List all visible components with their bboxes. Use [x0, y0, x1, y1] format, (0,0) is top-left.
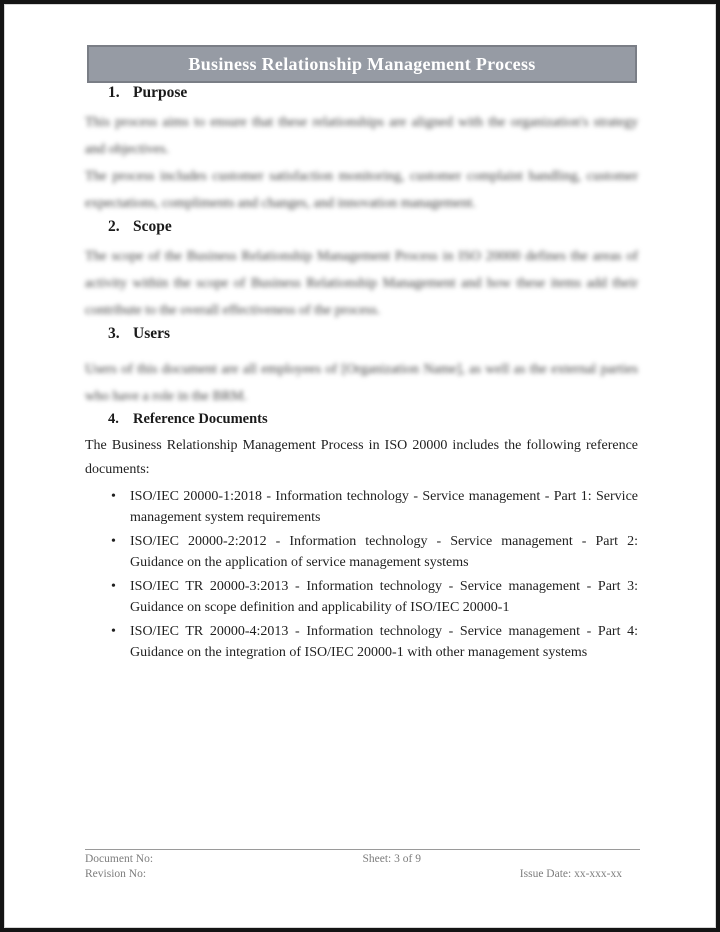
section-reference-documents-heading [85, 410, 638, 428]
document-title: Business Relationship Management Process [188, 53, 536, 74]
reference-document-item: • ISO/IEC TR 20000-3:2013 - Information technology - Service management - Part 3: Guidance on scope definition and applicability of ISO/IEC 20000-1 [85, 576, 638, 618]
blurred-paragraph: The process includes customer satisfaction monitoring, customer complaint handling, customer expectations, compliments and changes, and innovation management. [85, 169, 638, 211]
document-title-banner [87, 45, 637, 83]
users-blurred-text [85, 356, 638, 410]
reference-document-item: • ISO/IEC TR 20000-4:2013 - Information technology - Service management - Part 4: Guidance on the integration of ISO/IEC 20000-1 with other management systems [85, 621, 638, 663]
section-number: 3. [108, 325, 120, 342]
document-no-label: Document No: [85, 853, 154, 865]
footer-row-2 [85, 867, 640, 882]
footer-row-1 [85, 852, 640, 867]
blurred-paragraph: This process aims to ensure that these relationships are aligned with the organization's strategy and objectives. [85, 115, 638, 157]
section-purpose [85, 83, 638, 217]
section-purpose-heading [85, 83, 638, 103]
section-title: Purpose [133, 84, 188, 101]
section-users-heading [85, 324, 638, 344]
section-title: Users [133, 325, 171, 342]
section-scope [85, 217, 638, 324]
blurred-paragraph: Users of this document are all employees of [Organization Name], as well as the external parties who have a role in the BRM. [85, 362, 638, 404]
blurred-paragraph: The scope of the Business Relationship Management Process in ISO 20000 defines the areas of activity within the scope of Business Relationship Management and how these items add their contribute to the overall effectiveness of the process. [85, 249, 638, 318]
sheet-label: Sheet: 3 of 9 [362, 853, 421, 865]
section-scope-heading [85, 217, 638, 237]
scope-blurred-text [85, 243, 638, 324]
document-content [4, 83, 716, 663]
reference-documents-list [85, 486, 638, 663]
section-reference-documents [85, 410, 638, 663]
section-number: 1. [108, 84, 120, 101]
section-number: 4. [108, 411, 119, 427]
section-title: Reference Documents [133, 411, 268, 427]
revision-no-label: Revision No: [85, 868, 147, 880]
reference-document-item: • ISO/IEC 20000-2:2012 - Information technology - Service management - Part 2: Guidance on the application of service management systems [85, 531, 638, 573]
section-users [85, 324, 638, 410]
purpose-blurred-text [85, 109, 638, 217]
section-number: 2. [108, 218, 120, 235]
page-footer [85, 849, 640, 882]
issue-date-label: Issue Date: xx-xxx-xx [519, 868, 622, 880]
reference-documents-intro: The Business Relationship Management Process in ISO 20000 includes the following reference documents: [85, 438, 638, 477]
section-title: Scope [133, 218, 172, 235]
reference-document-item: • ISO/IEC 20000-1:2018 - Information technology - Service management - Part 1: Service management system requirements [85, 486, 638, 528]
